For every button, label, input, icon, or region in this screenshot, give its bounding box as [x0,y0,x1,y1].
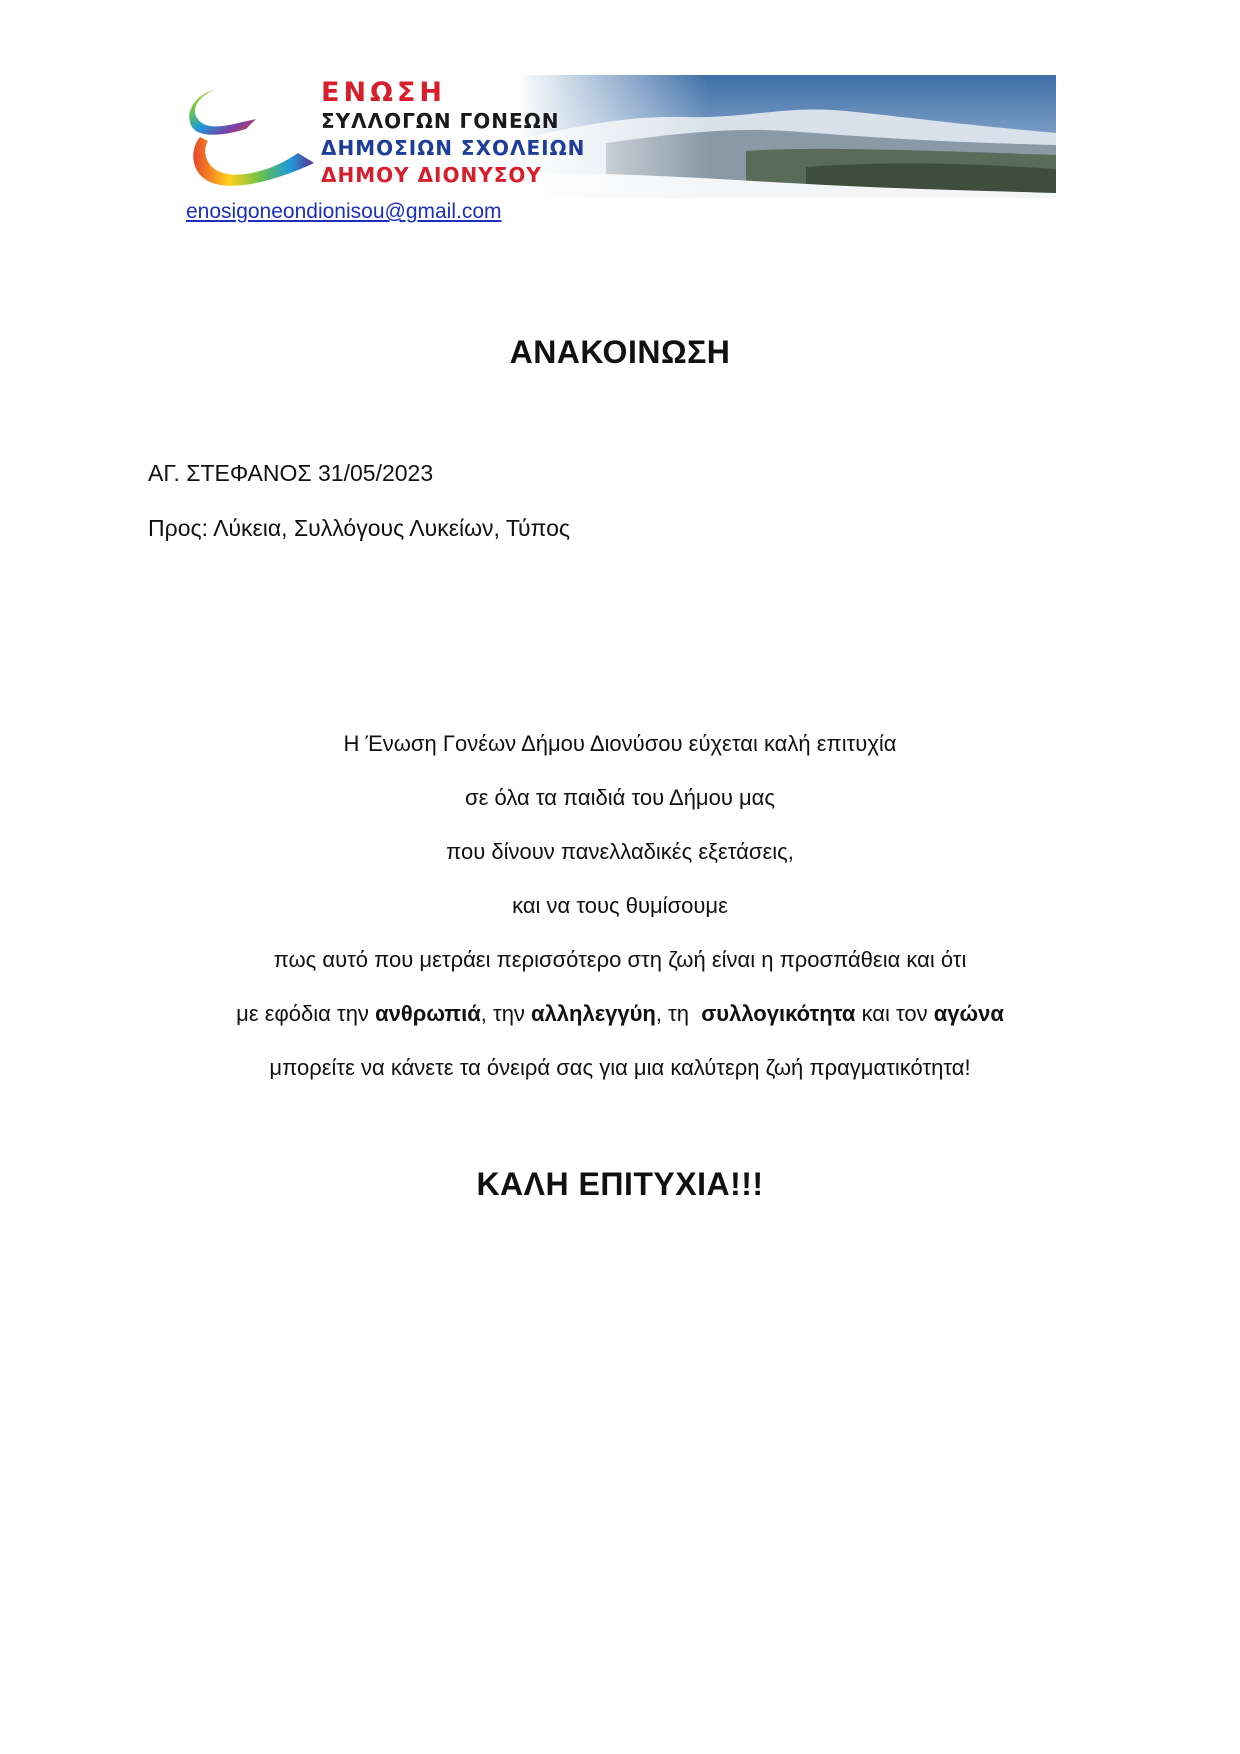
message-text: , την [480,1001,532,1026]
org-name-line: ΣΥΛΛΟΓΩΝ ΓΟΝΕΩΝ [321,109,560,133]
message-line-values [0,1000,1240,1054]
message-line: Η Ένωση Γονέων Δήμου Διονύσου εύχεται καλή επιτυχία [343,731,897,756]
recipients-line: Προς: Λύκεια, Συλλόγους Λυκείων, Τύπος [148,515,570,541]
emphasis-solidarity: αλληλεγγύη [531,1001,656,1026]
message-body [0,730,1240,1108]
date-line: ΑΓ. ΣΤΕΦΑΝΟΣ 31/05/2023 [148,460,434,486]
email-link[interactable]: enosigoneondionisou@gmail.com [186,200,502,223]
org-name-line: ΔΗΜΟΥ ΔΙΟΝΥΣΟΥ [321,163,542,187]
message-text: με εφόδια την [236,1001,376,1026]
message-line: σε όλα τα παιδιά του Δήμου μας [465,785,775,810]
message-text: και τον [855,1001,934,1026]
closing-wish: ΚΑΛΗ ΕΠΙΤΥΧΙΑ!!! [476,1166,764,1202]
emphasis-humanity: ανθρωπιά [375,1001,481,1026]
message-line: πως αυτό που μετράει περισσότερο στη ζωή είναι η προσπάθεια και ότι [273,947,967,972]
message-line: και να τους θυμίσουμε [512,893,728,918]
emphasis-collectivity: συλλογικότητα [701,1001,856,1026]
org-name-line: ΔΗΜΟΣΙΩΝ ΣΧΟΛΕΙΩΝ [321,136,586,160]
org-name-line: ΕΝΩΣΗ [321,77,447,108]
message-text: , τη [655,1001,702,1026]
letterhead-banner [186,75,1056,198]
message-line: μπορείτε να κάνετε τα όνειρά σας για μια καλύτερη ζωή πραγματικότητα! [269,1055,971,1080]
announcement-title: ΑΝΑΚΟΙΝΩΣΗ [509,334,731,370]
message-line: που δίνουν πανελλαδικές εξετάσεις, [446,839,794,864]
emphasis-struggle: αγώνα [933,1001,1004,1026]
rainbow-swoosh-logo-icon [186,83,326,195]
